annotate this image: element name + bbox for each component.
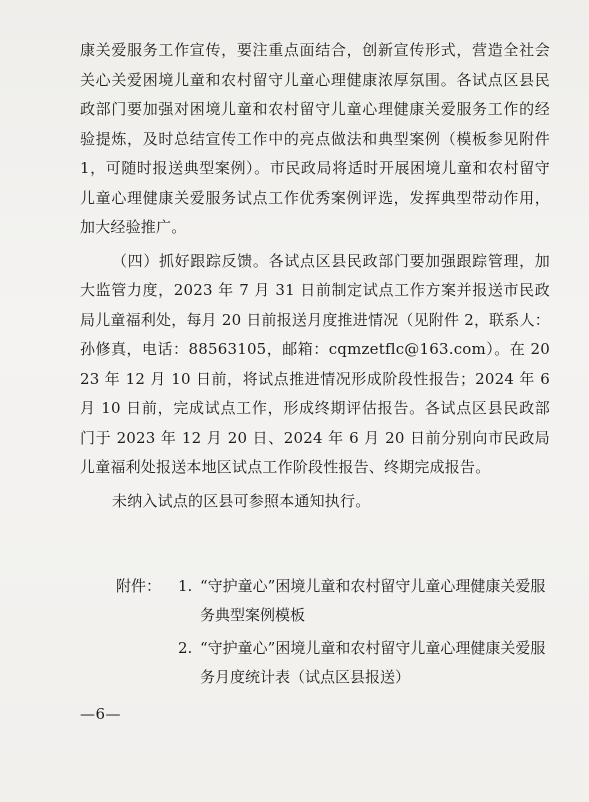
document-body xyxy=(80,36,550,516)
page-number: —6— xyxy=(80,705,122,723)
attachment-item-1 xyxy=(80,572,550,630)
attachment-title: “守护童心”困境儿童和农村留守儿童心理健康关爱服务月度统计表（试点区县报送） xyxy=(200,639,546,686)
attachment-number: 2. xyxy=(178,639,193,657)
body-paragraph-3: 未纳入试点的区县可参照本通知执行。 xyxy=(112,491,371,510)
attachment-title: “守护童心”困境儿童和农村留守儿童心理健康关爱服务典型案例模板 xyxy=(200,577,546,624)
attachments-label: 附件： xyxy=(116,577,162,595)
attachment-item-2 xyxy=(80,634,550,692)
attachment-number: 1. xyxy=(178,577,193,595)
body-paragraph-1: 康关爱服务工作宣传，要注重点面结合，创新宣传形式，营造全社会关心关爱困境儿童和农村留守儿童心理健康浓厚氛围。各试点区县民政部门要加强对困境儿童和农村留守儿童心理健康关爱服务工作的经验提炼，及时总结宣传工作中的亮点做法和典型案例（模板参见附件1，可随时报送典型案例）。市民政局将适时开展困境儿童和农村留守儿童心理健康关爱服务试点工作优秀案例评选，发挥典型带动作用，加大经验推广。 xyxy=(80,41,550,236)
attachments-block xyxy=(80,572,550,692)
body-paragraph-2: （四）抓好跟踪反馈。各试点区县民政部门要加强跟踪管理，加大监管力度，2023 年 7 月 31 日前制定试点工作方案并报送市民政局儿童福利处，每月 20 日前报送月度推进情况（见附件 2，联系人：孙修真，电话：88563105，邮箱：cqmzetflc@163.com）。在 2023 年 12 月 10 日前，将试点推进情况形成阶段性报告；2024 年 6 月 10 日前，完成试点工作，形成终期评估报告。各试点区县民政部门于 2023 年 12 月 20 日、2024 年 6 月 20 日前分别向市民政局儿童福利处报送本地区试点工作阶段性报告、终期完成报告。 xyxy=(80,251,550,476)
